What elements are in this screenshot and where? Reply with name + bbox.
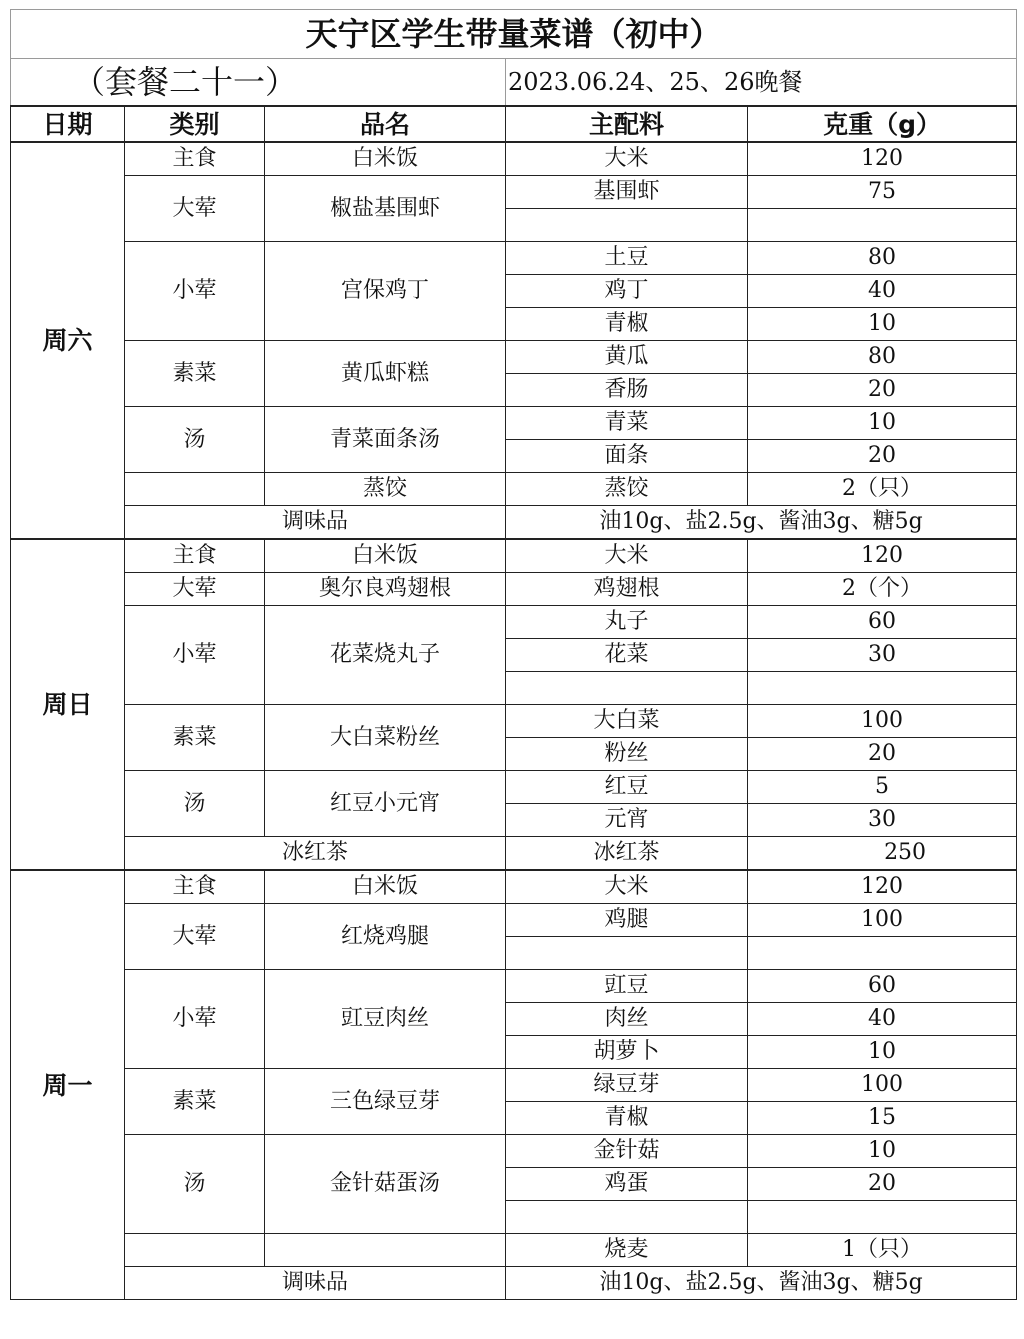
dish-cell: 红烧鸡腿 xyxy=(265,904,506,970)
weight-cell: 20 xyxy=(748,440,1017,473)
table-row xyxy=(11,870,1017,904)
header-weight: 克重（g） xyxy=(748,106,1017,142)
seasoning-value: 油10g、盐2.5g、酱油3g、糖5g xyxy=(506,1267,1017,1300)
weight-cell: 100 xyxy=(748,1069,1017,1102)
weight-cell: 100 xyxy=(748,705,1017,738)
dish-cell: 三色绿豆芽 xyxy=(265,1069,506,1135)
table-row xyxy=(11,606,1017,639)
table-row xyxy=(11,473,1017,506)
day-sunday: 周日 xyxy=(11,539,125,870)
ingredient-cell: 大米 xyxy=(506,870,748,904)
dish-cell: 豇豆肉丝 xyxy=(265,970,506,1069)
header-row xyxy=(11,106,1017,142)
table-row xyxy=(11,539,1017,573)
ingredient-cell: 基围虾 xyxy=(506,176,748,209)
ingredient-cell: 花菜 xyxy=(506,639,748,672)
ingredient-cell: 粉丝 xyxy=(506,738,748,771)
dish-cell: 青菜面条汤 xyxy=(265,407,506,473)
ingredient-cell: 鸡丁 xyxy=(506,275,748,308)
meal-date: 2023.06.24、25、26晚餐 xyxy=(506,59,1017,107)
weight-cell: 1（只） xyxy=(748,1234,1017,1267)
table-row xyxy=(11,176,1017,209)
category-cell: 小荤 xyxy=(125,606,265,705)
dish-cell: 金针菇蛋汤 xyxy=(265,1135,506,1234)
weight-cell: 120 xyxy=(748,870,1017,904)
category-cell: 汤 xyxy=(125,1135,265,1234)
ingredient-cell: 面条 xyxy=(506,440,748,473)
category-cell: 大荤 xyxy=(125,573,265,606)
weight-cell: 15 xyxy=(748,1102,1017,1135)
category-cell: 小荤 xyxy=(125,242,265,341)
category-cell: 汤 xyxy=(125,407,265,473)
ingredient-cell: 绿豆芽 xyxy=(506,1069,748,1102)
weight-cell: 2（个） xyxy=(748,573,1017,606)
ingredient-cell-empty xyxy=(506,672,748,705)
ingredient-cell: 香肠 xyxy=(506,374,748,407)
ingredient-cell: 豇豆 xyxy=(506,970,748,1003)
ingredient-cell-empty xyxy=(506,1201,748,1234)
table-row xyxy=(11,705,1017,738)
category-cell: 汤 xyxy=(125,771,265,837)
header-ingredient: 主配料 xyxy=(506,106,748,142)
ingredient-cell: 青椒 xyxy=(506,1102,748,1135)
table-row xyxy=(11,1135,1017,1168)
weight-cell-empty xyxy=(748,672,1017,705)
ingredient-cell: 黄瓜 xyxy=(506,341,748,374)
table-row xyxy=(11,970,1017,1003)
weight-cell: 120 xyxy=(748,142,1017,176)
category-cell: 小荤 xyxy=(125,970,265,1069)
header-category: 类别 xyxy=(125,106,265,142)
dish-cell: 椒盐基围虾 xyxy=(265,176,506,242)
category-cell: 大荤 xyxy=(125,904,265,970)
weight-cell-empty xyxy=(748,1201,1017,1234)
dish-cell: 宫保鸡丁 xyxy=(265,242,506,341)
weight-cell: 20 xyxy=(748,374,1017,407)
dish-cell: 花菜烧丸子 xyxy=(265,606,506,705)
ingredient-cell: 鸡蛋 xyxy=(506,1168,748,1201)
dish-cell: 黄瓜虾糕 xyxy=(265,341,506,407)
ingredient-cell: 丸子 xyxy=(506,606,748,639)
day-saturday: 周六 xyxy=(11,142,125,539)
ingredient-cell: 大白菜 xyxy=(506,705,748,738)
weight-cell: 10 xyxy=(748,1036,1017,1069)
weight-cell: 10 xyxy=(748,1135,1017,1168)
weight-cell: 30 xyxy=(748,804,1017,837)
ingredient-cell: 冰红茶 xyxy=(506,837,748,871)
category-cell: 大荤 xyxy=(125,176,265,242)
ingredient-cell: 鸡腿 xyxy=(506,904,748,937)
ingredient-cell: 红豆 xyxy=(506,771,748,804)
ingredient-cell-empty xyxy=(506,209,748,242)
seasoning-label: 调味品 xyxy=(125,506,506,540)
seasoning-label: 调味品 xyxy=(125,1267,506,1300)
weight-cell-empty xyxy=(748,937,1017,970)
ingredient-cell: 青菜 xyxy=(506,407,748,440)
dish-cell: 白米饭 xyxy=(265,142,506,176)
dish-cell: 奥尔良鸡翅根 xyxy=(265,573,506,606)
ingredient-cell: 大米 xyxy=(506,539,748,573)
page-title: 天宁区学生带量菜谱（初中） xyxy=(11,10,1017,59)
menu-sheet xyxy=(10,9,1016,1300)
header-dish: 品名 xyxy=(265,106,506,142)
table-row xyxy=(11,242,1017,275)
table-row xyxy=(11,573,1017,606)
category-cell: 主食 xyxy=(125,870,265,904)
table-row xyxy=(11,771,1017,804)
dish-cell: 白米饭 xyxy=(265,870,506,904)
weight-cell: 10 xyxy=(748,308,1017,341)
ingredient-cell: 金针菇 xyxy=(506,1135,748,1168)
table-row xyxy=(11,1234,1017,1267)
category-cell: 素菜 xyxy=(125,1069,265,1135)
weight-cell: 80 xyxy=(748,242,1017,275)
ingredient-cell: 土豆 xyxy=(506,242,748,275)
category-cell: 主食 xyxy=(125,539,265,573)
weight-cell: 10 xyxy=(748,407,1017,440)
ingredient-cell-empty xyxy=(506,937,748,970)
weight-cell: 40 xyxy=(748,1003,1017,1036)
set-name: （套餐二十一） xyxy=(11,59,506,107)
weight-cell: 60 xyxy=(748,970,1017,1003)
ingredient-cell: 元宵 xyxy=(506,804,748,837)
header-date: 日期 xyxy=(11,106,125,142)
category-cell-empty xyxy=(125,1234,265,1267)
table-row xyxy=(11,904,1017,937)
weight-cell: 20 xyxy=(748,1168,1017,1201)
weight-cell: 80 xyxy=(748,341,1017,374)
table-row xyxy=(11,142,1017,176)
ingredient-cell: 烧麦 xyxy=(506,1234,748,1267)
category-cell-empty xyxy=(125,473,265,506)
table-row xyxy=(11,341,1017,374)
table-row xyxy=(11,837,1017,871)
table-row xyxy=(11,1267,1017,1300)
ingredient-cell: 青椒 xyxy=(506,308,748,341)
day-monday: 周一 xyxy=(11,870,125,1300)
dish-cell: 白米饭 xyxy=(265,539,506,573)
weight-cell: 20 xyxy=(748,738,1017,771)
ingredient-cell: 胡萝卜 xyxy=(506,1036,748,1069)
table-row xyxy=(11,506,1017,540)
weight-cell: 5 xyxy=(748,771,1017,804)
category-cell: 素菜 xyxy=(125,705,265,771)
weight-cell: 30 xyxy=(748,639,1017,672)
dish-cell-empty xyxy=(265,1234,506,1267)
ingredient-cell: 蒸饺 xyxy=(506,473,748,506)
dish-cell: 大白菜粉丝 xyxy=(265,705,506,771)
ingredient-cell: 大米 xyxy=(506,142,748,176)
weight-cell: 120 xyxy=(748,539,1017,573)
weight-cell: 250 xyxy=(748,837,1017,871)
table-row xyxy=(11,1069,1017,1102)
weight-cell: 75 xyxy=(748,176,1017,209)
dish-cell: 蒸饺 xyxy=(265,473,506,506)
ingredient-cell: 肉丝 xyxy=(506,1003,748,1036)
drink-label: 冰红茶 xyxy=(125,837,506,871)
weight-cell-empty xyxy=(748,209,1017,242)
category-cell: 主食 xyxy=(125,142,265,176)
menu-table xyxy=(10,9,1017,1300)
dish-cell: 红豆小元宵 xyxy=(265,771,506,837)
category-cell: 素菜 xyxy=(125,341,265,407)
weight-cell: 2（只） xyxy=(748,473,1017,506)
ingredient-cell: 鸡翅根 xyxy=(506,573,748,606)
weight-cell: 60 xyxy=(748,606,1017,639)
seasoning-value: 油10g、盐2.5g、酱油3g、糖5g xyxy=(506,506,1017,540)
table-row xyxy=(11,407,1017,440)
weight-cell: 40 xyxy=(748,275,1017,308)
weight-cell: 100 xyxy=(748,904,1017,937)
